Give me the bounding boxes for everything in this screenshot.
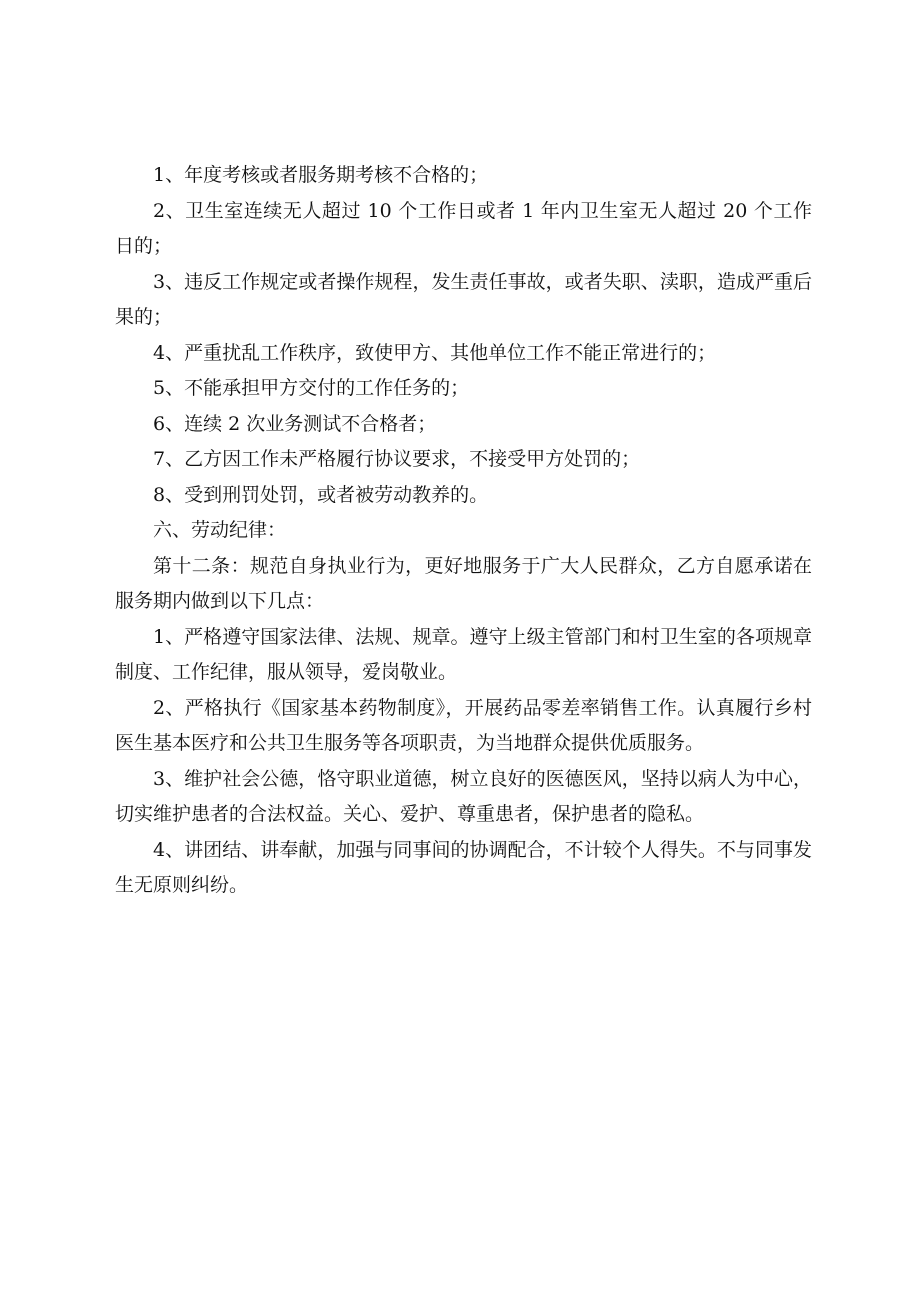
clause-item-5: 5、不能承担甲方交付的工作任务的； bbox=[153, 377, 470, 399]
clause-item-6: 6、连续 2 次业务测试不合格者； bbox=[153, 412, 437, 435]
clause-item-2: 2、卫生室连续无人超过 10 个工作日或者 1 年内卫生室无人超过 20 个工作日的； bbox=[115, 199, 812, 257]
clause-item-1: 1、年度考核或者服务期考核不合格的； bbox=[153, 164, 489, 186]
section-heading-labor-discipline: 六、劳动纪律： bbox=[153, 519, 287, 541]
clause-item-4: 4、严重扰乱工作秩序，致使甲方、其他单位工作不能正常进行的； bbox=[153, 341, 717, 364]
article-twelve: 第十二条：规范自身执业行为，更好地服务于广大人民群众，乙方自愿承诺在服务期内做到以下几点： bbox=[115, 554, 812, 612]
commitment-item-3: 3、维护社会公德，恪守职业道德，树立良好的医德医风，坚持以病人为中心，切实维护患者的合法权益。关心、爱护、尊重患者，保护患者的隐私。 bbox=[115, 767, 812, 825]
clause-item-3: 3、违反工作规定或者操作规程，发生责任事故，或者失职、渎职，造成严重后果的； bbox=[115, 270, 812, 328]
document-body bbox=[115, 158, 812, 904]
clause-item-7: 7、乙方因工作未严格履行协议要求，不接受甲方处罚的； bbox=[153, 448, 641, 470]
commitment-item-1: 1、严格遵守国家法律、法规、规章。遵守上级主管部门和村卫生室的各项规章制度、工作纪律，服从领导，爱岗敬业。 bbox=[115, 625, 812, 683]
commitment-item-4: 4、讲团结、讲奉献，加强与同事间的协调配合，不计较个人得失。不与同事发生无原则纠纷。 bbox=[115, 838, 812, 896]
clause-item-8: 8、受到刑罚处罚，或者被劳动教养的。 bbox=[153, 483, 489, 506]
commitment-item-2: 2、严格执行《国家基本药物制度》，开展药品零差率销售工作。认真履行乡村医生基本医疗和公共卫生服务等各项职责，为当地群众提供优质服务。 bbox=[115, 696, 812, 754]
